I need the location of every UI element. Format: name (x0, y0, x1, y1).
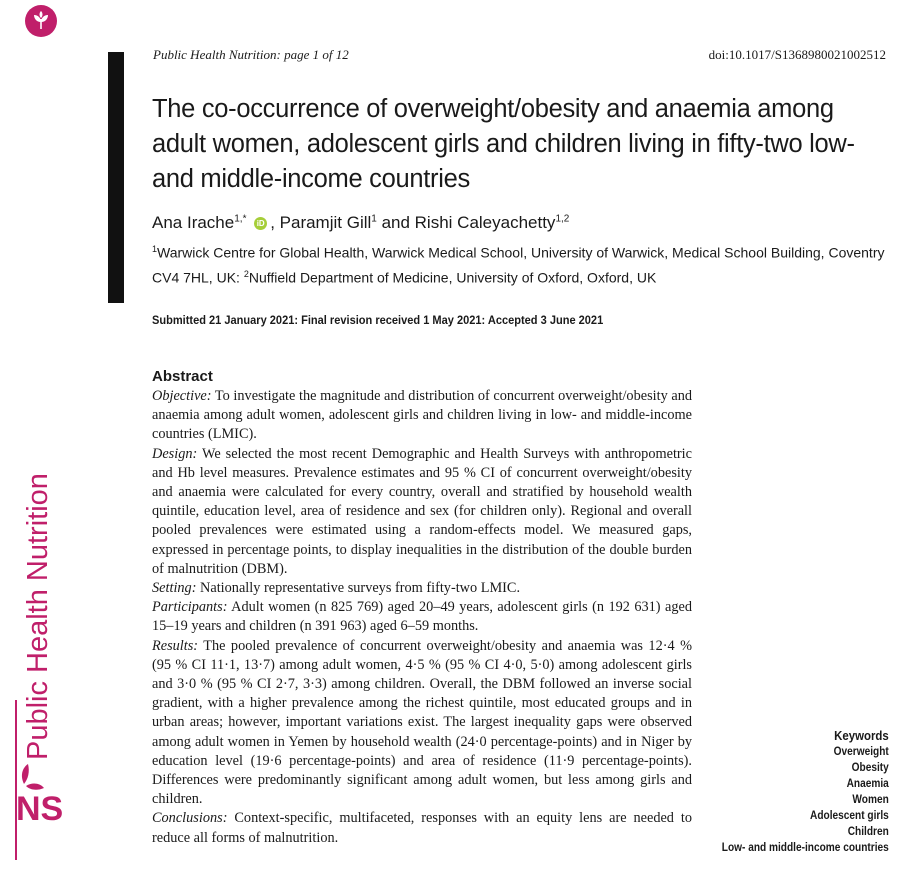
author-name[interactable]: Ana Irache (152, 213, 235, 232)
author-name[interactable]: , Paramjit Gill (270, 213, 372, 232)
section-label: Conclusions: (152, 810, 228, 827)
section-label: Design: (152, 445, 198, 462)
section-text: Adult women (n 825 769) aged 20–49 years, adolescent girls (n 192 631) aged 15–19 years and children (n 391 963) aged 6–59 months. (152, 599, 692, 635)
journal-logo-icon (25, 5, 57, 37)
affil-sup: 2 (243, 268, 249, 279)
keyword-item: Children (847, 826, 889, 838)
section-text: We selected the most recent Demographic and Health Surveys with anthropometric and Hb level measures. Prevalence estimates and 95 % CI of concurrent overweight/obesity and anaemia were calculated for every country, overall and stratified by household wealth quintile, education level, area of residence and sex (for children only). Regional and overall pooled prevalences were estimated using a random-effects model. We measured gaps, expressed in percentage points, to display inequalities in the distribution of the double burden of malnutrition (DBM). (152, 445, 692, 577)
abstract-section (152, 579, 692, 598)
keyword-item: Women (852, 794, 889, 806)
keyword-item: Adolescent girls (810, 810, 889, 822)
svg-text:NS: NS (16, 790, 64, 828)
affiliation-2: Nuffield Department of Medicine, University of Oxford, Oxford, UK (248, 269, 657, 286)
keyword-item: Overweight (833, 746, 889, 758)
section-text: Context-specific, multifaceted, responses with an equity lens are needed to reduce all forms of malnutrition. (152, 810, 692, 846)
keywords-heading: Keywords (834, 728, 889, 743)
abstract-section (152, 637, 692, 810)
author-sup: 1 (371, 213, 377, 225)
keyword-item: Anaemia (846, 778, 889, 790)
author-list (152, 213, 569, 233)
affil-sup: 1 (152, 244, 158, 254)
keyword-item: Obesity (851, 762, 889, 774)
side-journal-title: Public Health Nutrition (22, 473, 54, 760)
keyword-item: Low- and middle-income countries (721, 842, 889, 854)
author-name[interactable]: and Rishi Caleyachetty (376, 213, 556, 232)
abstract-section (152, 445, 692, 579)
section-text: Nationally representative surveys from fifty-two LMIC. (196, 580, 521, 597)
submission-dates: Submitted 21 January 2021: Final revision received 1 May 2021: Accepted 3 June 2021 (152, 313, 604, 327)
article-title: The co-occurrence of overweight/obesity and anaemia among adult women, adolescent girls and children living in fifty-two low- and middle-income countries (152, 95, 855, 193)
abstract-section (152, 598, 692, 636)
section-text: The pooled prevalence of concurrent overweight/obesity and anaemia was 12·4 % (95 % CI 11·1, 13·7) among adult women, 4·5 % (95 % CI 4·0, 5·0) among adolescent girls and 3·0 % (95 % CI 2·7, 3·3) among children. Overall, the DBM followed an inverse social gradient, with a higher prevalence among the richest quintile, most educated groups and in urban areas; however, important variations exist. The largest inequality gaps were observed among adult women in Yemen by household wealth (24·0 percentage-points) and in Niger by education level (19·6 percentage-points) and area of residence (11·9 percentage-points). Differences were predominantly significant among adult women, but less among girls and children. (152, 637, 692, 808)
abstract-section (152, 809, 692, 847)
author-sup: 1,* (234, 213, 247, 225)
section-label: Participants: (152, 599, 228, 616)
section-text: To investigate the magnitude and distribution of concurrent overweight/obesity and anaemia among adult women, adolescent girls and children living in low- and middle-income countries (LMIC). (152, 388, 692, 443)
affiliations (152, 239, 892, 288)
section-label: Objective: (152, 388, 212, 404)
affiliation-1: Warwick Centre for Global Health, Warwick Medical School, University of Warwick, Medical School Building, Coventry CV4 7HL, UK: (152, 244, 885, 286)
decorative-bar (108, 52, 124, 303)
author-sup: 1,2 (555, 213, 570, 225)
section-label: Results: (152, 637, 199, 654)
running-header: Public Health Nutrition: page 1 of 12 (153, 47, 349, 62)
abstract-body (152, 387, 692, 848)
doi-link[interactable]: doi:10.1017/S1368980021002512 (708, 47, 886, 62)
abstract-section (152, 387, 692, 445)
abstract-heading: Abstract (152, 368, 213, 385)
orcid-icon[interactable]: iD (254, 217, 267, 230)
ns-logo-icon (12, 762, 64, 828)
section-label: Setting: (152, 580, 197, 597)
keywords-block (722, 728, 889, 856)
